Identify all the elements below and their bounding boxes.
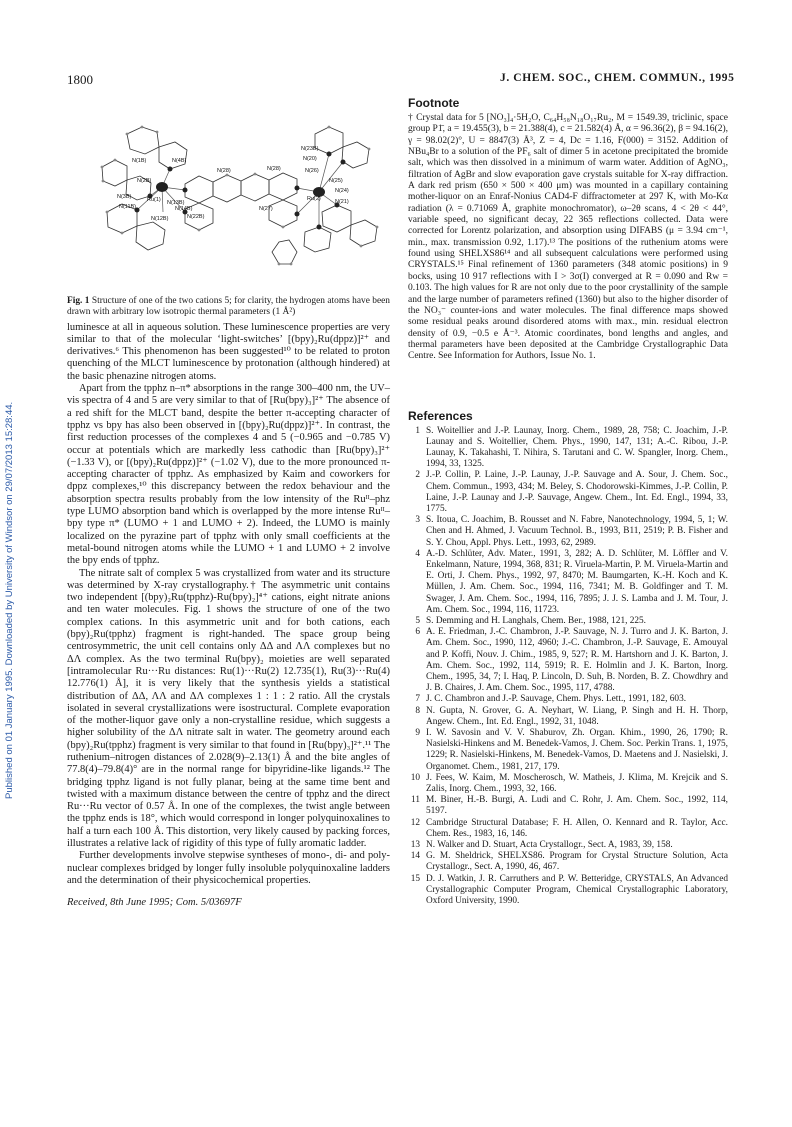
reference-item <box>408 773 728 795</box>
figure-caption <box>67 296 390 319</box>
atom-label: Ru(2) <box>307 196 321 202</box>
references-heading: References <box>408 408 473 423</box>
reference-number: 15 <box>410 873 420 884</box>
atom-label: N(13B) <box>167 200 185 206</box>
atom-label: N(22B) <box>187 214 205 220</box>
atom-label: N(28) <box>267 166 281 172</box>
reference-text: A.-D. Schlüter, Adv. Mater., 1991, 3, 282; A. D. Schlüter, M. Löffler and V. Enkelmann, Nature, 1994, 368, 831; R. Viruela-Martin, P. M. Viruela-Martin and E. Orti, J. Chem. Phys., 1992, 97, 8470; M. Baumgarten, K.-H. Koch and K. Müllen, J. Am. Chem. Soc., 1994, 116, 7341; M. B. Goldfinger and T. M. Swager, J. Am. Chem. Soc., 1994, 116, 7895; J. J. S. Lamba and J. M. Tour, J. Am. Chem. Soc., 1994, 116, 11723. <box>426 548 728 615</box>
reference-number: 7 <box>415 694 420 705</box>
reference-item <box>408 795 728 817</box>
reference-item <box>408 616 728 627</box>
reference-number: 13 <box>410 840 420 851</box>
reference-item <box>408 818 728 840</box>
reference-text: J. C. Chambron and J.-P. Sauvage, Chem. Phys. Lett., 1991, 182, 603. <box>426 694 687 705</box>
reference-number: 14 <box>410 851 420 862</box>
reference-item <box>408 426 728 471</box>
reference-number: 5 <box>415 616 420 627</box>
footnote-heading: Footnote <box>408 96 460 110</box>
reference-number: 2 <box>415 470 420 481</box>
reference-text: G. M. Sheldrick, SHELXS86. Program for Crystal Structure Solution, Acta Crystallogr., Sect. A, 1990, 46, 467. <box>426 851 728 873</box>
atom-label: Ru(1) <box>147 197 161 203</box>
reference-number: 9 <box>415 728 420 739</box>
reference-number: 10 <box>410 772 420 783</box>
reference-text: J. Fees, W. Kaim, M. Moscherosch, W. Matheis, J. Klima, M. Krejcik and S. Zalis, Inorg. Chem., 1993, 32, 166. <box>426 772 728 795</box>
atom-label: N(28) <box>217 168 231 174</box>
atom-label: N(24) <box>335 188 349 194</box>
atom-label: N(1B) <box>132 158 147 164</box>
reference-item <box>408 840 728 851</box>
atom-label: N(21) <box>335 199 349 205</box>
atom-label: N(26) <box>305 168 319 174</box>
paragraph: luminesce at all in aqueous solution. These luminescence properties are very similar to that of the molecular ‘light-switches’ [(bpy)₂Ru(dppz)]²⁺ and derivatives.⁶ This phenomenon has been suggested¹⁰ to be related to proton quenching of the MLCT luminescence by protonation (although hindered) at the basic phenazine nitrogen atoms. <box>67 321 390 382</box>
reference-number: 3 <box>415 515 420 526</box>
left-column <box>67 92 390 908</box>
reference-text: N. Gupta, N. Grover, G. A. Neyhart, W. Liang, P. Singh and H. H. Thorp, Angew. Chem., Int. Ed. Engl., 1992, 31, 1048. <box>426 705 728 727</box>
reference-text: Cambridge Structural Database; F. H. Allen, O. Kennard and R. Taylor, Acc. Chem. Res., 1983, 16, 146. <box>426 817 728 839</box>
reference-text: J.-P. Collin, P. Laine, J.-P. Launay, J.-P. Sauvage and A. Sour, J. Chem. Soc., Chem. Commun., 1993, 434; M. Beley, S. Chodorowski-Kimmes, J.-P. Collin, P. Laine, J.-P. Launay and J.-P. Sauvage, Angew. Chem., Int. Ed. Engl., 1994, 33, 1775. <box>426 470 728 514</box>
reference-text: N. Walker and D. Stuart, Acta Crystallogr., Sect. A, 1983, 39, 158. <box>426 840 673 851</box>
atom-label: N(14B) <box>175 206 193 212</box>
right-column <box>408 96 728 907</box>
figure-1 <box>67 92 390 292</box>
reference-text: A. E. Friedman, J.-C. Chambron, J.-P. Sauvage, N. J. Turro and J. K. Barton, J. Am. Chem. Soc., 1990, 112, 4960; J.-C. Chambron, J.-P. Sauvage, E. Amouyal and P. Koffi, Nouv. J. Chim., 1985, 9, 527; R. M. Hartshorn and J. K. Barton, J. Am. Chem. Soc., 1992, 114, 5919; R. E. Holmlin and J. K. Barton, Inorg. Chem., 1995, 34, 7; I. Haq, P. Lincoln, D. Suh, B. Norden, B. Z. Chowdhry and J. B. Chaires, J. Am. Chem. Soc., 1995, 117, 4788. <box>426 627 728 694</box>
atom-label: N(4B) <box>172 158 187 164</box>
atom-label: N(11B) <box>119 204 137 210</box>
paragraph: Apart from the tpphz n–π* absorptions in the range 300–400 nm, the UV–vis spectra of 4 and 5 are very similar to that of [Ru(bpy)₃]²⁺ The absence of a red shift for the MLCT band, despite the better π-accepting character of tpphz vs bpy has also been observed in [(bpy)₂Ru(dppz)]²⁺. In contrast, the first reduction processes of the complexes 4 and 5 (−0.965 and −0.785 V) occur at potentials which are markedly less cathodic than [Ru(bpy)₃]²⁺ (−1.33 V), or [(bpy)₂Ru(dppz)]²⁺ (−1.02 V), due to the more pronounced π-accepting character of tpphz. As emphasized by Kaim and coworkers for dppz complexes,¹⁰ this discrepancy between the redox behaviour and the absorption spectra results probably from the low intensity of the Ruᴵᴵ–phz type LUMO absorption band which is overlapped by the more intense Ruᴵᴵ–bpy type π* (LUMO + 1 and LUMO + 2). Indeed, the LUMO is mainly localized on the pyrazine part of tpphz with only small coefficients at the metal-bound nitrogen atoms while the LUMO + 1 and LUMO + 2 involve the bpy ends of tpphz. <box>67 383 390 567</box>
reference-number: 4 <box>415 548 420 559</box>
journal-running-head: J. CHEM. SOC., CHEM. COMMUN., 1995 <box>500 72 735 84</box>
reference-item <box>408 728 728 773</box>
reference-item <box>408 470 728 515</box>
atom-label: N(23B) <box>301 146 319 152</box>
publication-side-note: Published on 01 January 1995. Downloaded by University of Windsor on 29/07/2013 15:28:44. <box>4 401 15 799</box>
page-number: 1800 <box>67 72 93 87</box>
reference-number: 11 <box>411 795 420 806</box>
reference-text: S. Itoua, C. Joachim, B. Rousset and N. Fabre, Nanotechnology, 1994, 5, 1; W. Chen and H. Ahmed, J. Vacuum Technol. B., 1993, B11, 2519; P. B. Fisher and S. Y. Chou, Appl. Phys. Lett., 1993, 62, 2989. <box>426 515 728 548</box>
reference-item <box>408 627 728 694</box>
reference-item <box>408 874 728 908</box>
paragraph: Further developments involve stepwise syntheses of mono-, di- and poly-nuclear complexes bridged by longer fully insoluble polyquinoxaline ladders and the determination of their physicochemical properties. <box>67 850 390 886</box>
atom-label: N(20) <box>303 156 317 162</box>
body-text <box>67 322 390 888</box>
reference-list <box>408 426 728 908</box>
reference-number: 8 <box>415 705 420 716</box>
atom-label: N(12B) <box>151 216 169 222</box>
reference-text: S. Woitellier and J.-P. Launay, Inorg. Chem., 1989, 28, 758; C. Joachim, J.-P. Launay and S. Woitellier, Chem. Phys., 1990, 147, 131; A.-C. Ribou, J.-P. Launay, K. Takahashi, T. Nihira, S. Tarutani and C. W. Spangler, Inorg. Chem., 1994, 33, 1325. <box>426 425 728 470</box>
reference-number: 1 <box>415 425 420 436</box>
paragraph: The nitrate salt of complex 5 was crystallized from water and its structure was determined by X-ray crystallography.† The asymmetric unit contains two independent [(bpy)₂Ru(tpphz)-Ru(bpy)₂]⁴⁺ cations, eight nitrate anions and ten water molecules. Fig. 1 shows the structure of one of the two complex cations. In this asymmetric unit and for both cations, each (bpy)₂Ru(tpphz) fragment is right-handed. The space group being centrosymmetric, the unit cell contains only ΔΔ and ΛΛ complexes but no ΔΛ complex. As the two terminal Ru(bpy)₂ moieties are well separated [intramolecular Ru···Ru distances: Ru(1)···Ru(2) 12.735(1), Ru(3)···Ru(4) 12.776(1) Å], it is very likely that the synthesis yields a statistical distribution of ΔΔ, ΛΛ and ΔΛ complexes 1 : 1 : 2 ratio. All the crystals isolated in several crystallizations were isostructural. Complete evaporation of the mother-liquor gave only a non-crystalline residue, which suggests a higher solubility of the ΔΛ nitrate salt in water. The geometry around each (bpy)₂Ru(tpphz) fragment is very similar to that found in [Ru(bpy)₃]²⁺.¹¹ The ruthenium–nitrogen distances of 2.028(9)–2.13(1) Å and the bite angles of 77.8(4)–79.8(4)° are in the normal range for bipyridine-like ligands.¹² The bridging tpphz ligand is not fully planar, being at the same time bent and twisted with a maximum distance between the centre of tpphz and the direct Ru···Ru vector of 0.57 Å. In one of the complexes, the twist angle between the tpphz ends is 18°, which would correspond in longer polyquinoxalines to half a turn each 100 Å. This distortion, very likely caused by packing forces, illustrates a relative lack of rigidity of this type of fully aromatic ladder. <box>67 567 390 850</box>
caption-text: Structure of one of the two cations 5; for clarity, the hydrogen atoms have been drawn with arbitrary low isotropic thermal parameters (1 Å²) <box>67 296 390 318</box>
footnote-text: † Crystal data for 5 [NO₃]₄·5H₂O, C₆₄H₅₈N₁₈O₁₇Ru₂, M = 1549.39, triclinic, space group P1̄, a = 19.455(3), b = 21.388(4), c = 21.582(4) Å, α = 96.36(2), β = 94.16(2), γ = 98.02(2)°, U = 8847(3) Å³, Z = 4, Dc = 1.16, F(000) = 3152. Addition of NBu₄Br to a solution of the PF₆ salt of dimer 5 in acetone precipitated the bromide salt, which was then dissolved in a minimum of warm water. Addition of AgNO₃, filtration of AgBr and slow evaporation gave crystals suitable for X-ray diffraction. A dark red prism (650 × 500 × 400 μm) was mounted in a capillary containing mother-liquor on an Enraf-Nonius CAD4-F diffractometer at 297 K, with Mo-Kα radiation (λ = 0.71069 Å, graphite monochromator), ω–2θ scans, 4 < 2θ < 44°, variable speed, no significant decay, 22 365 reflections collected. Data were corrected for Lorentz polarization, and absorption using DIFABS (μ = 3.94 cm⁻¹, min., max. transmission 0.92, 1.17).¹³ The positions of the ruthenium atoms were found using SHELXS86¹⁴ and all subsequent calculations were performed using CRYSTALS.¹⁵ Final refinement of 1360 parameters (348 atomic positions) in 9 bocks, using 10 917 reflections with I > 3σ(I) converged at R = 0.090 and Rw = 0.103. The high values for R are not only due to the poor crystallinity of the sample and the large number of parameters refined (1360) but also to the higher disorder of the NO₃⁻ counter-ions and water molecules. The final difference maps showed some residual peaks around disordered atoms with max., min. residual electron density of 0.9, −0.5 e Å⁻³. Atomic coordinates, bond lengths and angles, and thermal parameters have been deposited at the Cambridge Crystallographic Data Centre. See Information for Authors, Issue No. 1. <box>408 113 728 362</box>
reference-item <box>408 851 728 873</box>
reference-text: S. Demming and H. Langhals, Chem. Ber., 1988, 121, 225. <box>426 616 647 627</box>
reference-item <box>408 694 728 705</box>
atom-label: N(25) <box>329 178 343 184</box>
crystal-structure-figure <box>67 92 390 292</box>
reference-item <box>408 706 728 728</box>
reference-item <box>408 549 728 616</box>
reference-number: 6 <box>415 627 420 638</box>
received-line: Received, 8th June 1995; Com. 5/03697F <box>67 897 242 909</box>
reference-item <box>408 515 728 549</box>
caption-label: Fig. 1 <box>67 296 90 306</box>
reference-text: M. Biner, H.-B. Burgi, A. Ludi and C. Rohr, J. Am. Chem. Soc., 1992, 114, 5197. <box>426 795 728 817</box>
reference-text: D. J. Watkin, J. R. Carruthers and P. W. Betteridge, CRYSTALS, An Advanced Crystallographic Computer Program, Chemical Crystallographic Laboratory, Oxford University, 1990. <box>426 873 728 907</box>
atom-label: N(3B) <box>117 194 132 200</box>
atom-label: N(27) <box>259 206 273 212</box>
atom-label: N(2B) <box>137 178 152 184</box>
reference-text: I. W. Savosin and V. V. Shaburov, Zh. Organ. Khim., 1990, 26, 1790; R. Nasielski-Hinkens and M. Benedek-Vamos, J. Chem. Soc. Perkin Trans. 1, 1975, 1229; R. Nasielski-Hinkens, M. Benedek-Vamos, D. Maetens and J. Nasielski, J. Organomet. Chem., 1981, 217, 179. <box>426 728 728 772</box>
reference-number: 12 <box>410 817 420 828</box>
